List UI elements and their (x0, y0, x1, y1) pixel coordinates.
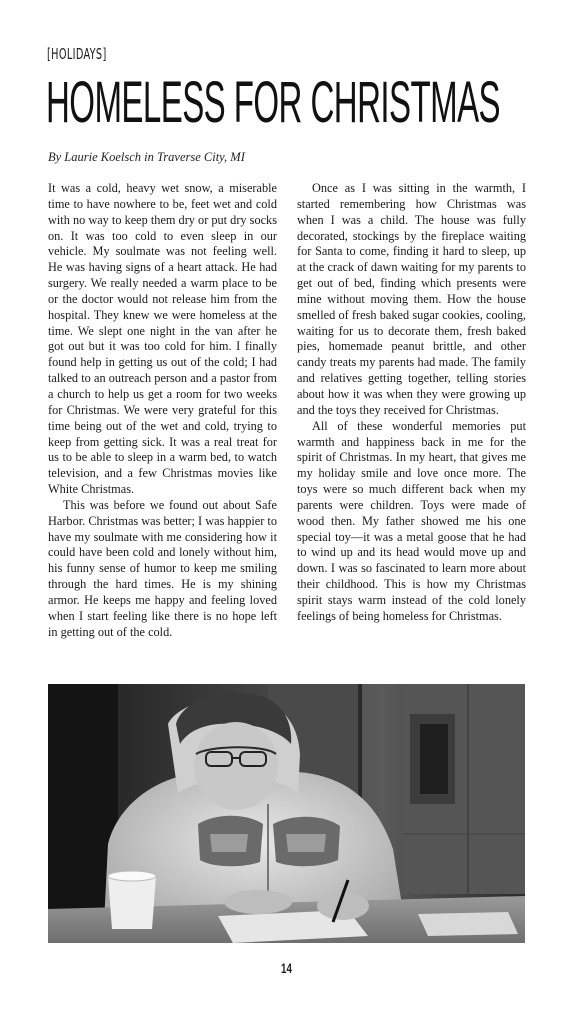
article-title: HOMELESS FOR CHRISTMAS (46, 70, 501, 135)
paragraph: It was a cold, heavy wet snow, a miserable time to have nowhere to be, feet wet and cold with no way to keep them dry or put dry socks on. It was too cold to even sleep in our vehicle. My soulmate was not feeling well. He was having signs of a heart attack. He had surgery. We really needed a warm place to be or the doctor would not release him from the hospital. They knew we were homeless at the time. We slept one night in the van after he got out but it was too cold for him. I finally found help in getting us out of the cold; I had talked to an outreach person and a pastor from a church to help us get a room for two weeks for Christmas. We were very grateful for this time being out of the wet and cold, trying to keep from getting sick. It was a real treat for us to be able to sleep in a warm bed, to watch television, and a few Christmas movies like White Christmas. (48, 181, 277, 497)
article-photo (48, 684, 525, 943)
paragraph: All of these wonderful memories put warmth and happiness back in me for the spirit of Christmas. In my heart, that gives me my holiday smile and love once more. The toys were so much different back when my parents were children. Toys were made of wood then. My father showed me his one special toy—it was a metal goose that he had to wind up and its head would move up and down. I was so fascinated to learn more about their childhood. This is how my Christmas spirit stays warm instead of the cold lonely feelings of being homeless for Christmas. (297, 418, 526, 623)
byline: By Laurie Koelsch in Traverse City, MI (48, 150, 245, 164)
article-column-right (297, 181, 526, 625)
paragraph: Once as I was sitting in the warmth, I started remembering how Christmas was when I was a child. The house was fully decorated, stockings by the fireplace waiting for Santa to come, finding it hard to sleep, up at the crack of dawn waiting for my parents to get out of bed, finding which presents were mine without moving them. How the house smelled of fresh baked sugar cookies, cooling, waiting for us to decorate them, fresh baked pies, homemade peanut brittle, and other candy treats my parents had made. The family and relatives getting together, telling stories about how it was when they were growing up and the toys they received for Christmas. (297, 181, 526, 417)
page-number: 14 (281, 960, 292, 976)
paragraph: This was before we found out about Safe Harbor. Christmas was better; I was happier to have my soulmate with me considering how it could have been cold and lonely without him, his funny sense of humor to keep me smiling through the hard times. He is my shining armor. He keeps me happy and feeling loved when I start feeling like there is no hope left in getting out of the cold. (48, 497, 277, 639)
section-tag: [HOLIDAYS] (47, 45, 107, 63)
article-column-left (48, 181, 277, 640)
photo-illustration (48, 684, 525, 943)
